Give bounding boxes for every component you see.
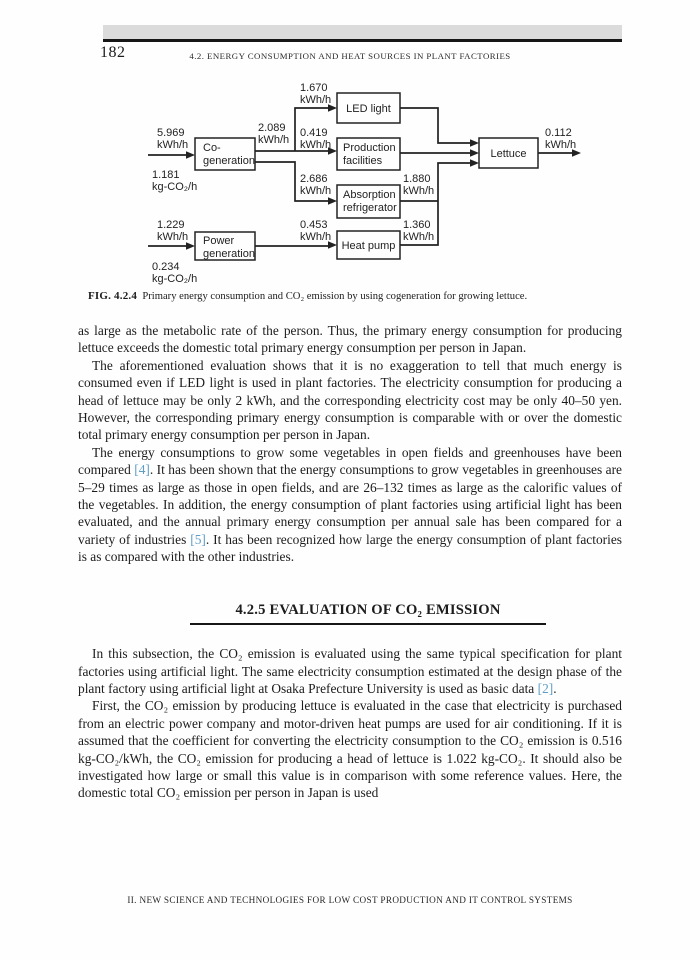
power-generation-label-line1: Power: [203, 235, 235, 247]
citation-link-5[interactable]: [5]: [190, 531, 206, 547]
production-input-value: 0.419: [300, 127, 328, 139]
heat-pump-label: Heat pump: [341, 240, 396, 252]
cogen-output-unit: kWh/h: [258, 134, 290, 146]
led-input-value: 1.670: [300, 82, 328, 94]
paragraph-3-text: . It has been recognized how large the energy consumption of plant factories is as compared with the other industries.: [78, 531, 622, 565]
absorption-input-value: 2.686: [300, 173, 328, 185]
absorption-output-value: 1.880: [403, 173, 431, 185]
paragraph-3-text: . It has been shown that the energy consumptions to grow vegetables in greenhouses are 5–29 times as large as those in open fields, and are 26–132 times as large as the calorific values of the vegetables. In addition, the energy consumption of plant factories using artificial light has been evaluated, and the annual primary energy consumption per annual sale has been compared for a variety of industries: [78, 462, 622, 547]
production-facilities-label-line1: Production: [343, 142, 396, 154]
flow-arrowheads: [186, 104, 581, 250]
production-facilities-label-line2: facilities: [343, 155, 383, 167]
figure-caption-text: Primary energy consumption and CO₂ emission by using cogeneration for growing lettuce.: [142, 291, 528, 302]
diagram-boxes: [195, 93, 538, 260]
energy-flow-diagram: [75, 70, 605, 300]
figure-caption-label: FIG. 4.2.4: [88, 290, 138, 302]
paragraph-4: [78, 645, 622, 697]
absorption-refrigerator-label-line1: Absorption: [343, 189, 396, 201]
lettuce-label: Lettuce: [490, 148, 527, 160]
citation-link-2[interactable]: [2]: [537, 680, 554, 696]
cogen-input-co2-value: 1.181: [152, 169, 180, 181]
header-rule-bar: [103, 25, 622, 42]
cogen-output-value: 2.089: [258, 122, 286, 134]
cogen-input-co2-unit: kg-CO₂/h: [152, 181, 198, 193]
absorption-output-unit: kWh/h: [403, 185, 435, 197]
cogeneration-label-line2: generation: [203, 155, 255, 167]
body-text: [78, 322, 622, 802]
heatpump-output-unit: kWh/h: [403, 231, 435, 243]
running-header: 4.2. ENERGY CONSUMPTION AND HEAT SOURCES IN PLANT FACTORIES: [189, 51, 511, 61]
figure-4-2-4: [75, 70, 605, 300]
absorption-refrigerator-label-line2: refrigerator: [343, 202, 397, 214]
power-input-co2-unit: kg-CO₂/h: [152, 273, 198, 285]
cogen-input-energy-unit: kWh/h: [157, 139, 189, 151]
paragraph-3: [78, 444, 622, 566]
heatpump-output-value: 1.360: [403, 219, 431, 231]
lettuce-output-value: 0.112: [545, 127, 572, 139]
paragraph-3-text: The energy consumptions to grow some vegetables in open fields and greenhouses have been compared: [78, 444, 622, 478]
led-input-unit: kWh/h: [300, 94, 332, 106]
figure-caption: [88, 290, 622, 302]
heatpump-input-value: 0.453: [300, 219, 328, 231]
paragraph-4-text: In this subsection, the CO₂ emission is evaluated using the same typical specification for plant factories using artificial light. The same electricity consumption estimated at the design phase of the plant factory using artificial light at Osaka Prefecture University is used as basic data: [78, 646, 622, 696]
heatpump-input-unit: kWh/h: [300, 231, 332, 243]
citation-link-4[interactable]: [4]: [134, 462, 150, 478]
production-input-unit: kWh/h: [300, 139, 332, 151]
power-input-energy-value: 1.229: [157, 219, 185, 231]
section-heading: 4.2.5 EVALUATION OF CO₂ EMISSION: [190, 602, 546, 625]
cogen-input-energy-value: 5.969: [157, 127, 185, 139]
paragraph-1: as large as the metabolic rate of the person. Thus, the primary energy consumption for producing lettuce exceeds the domestic total primary energy consumption per person in Japan.: [78, 323, 622, 356]
flow-lines: [148, 108, 577, 246]
led-light-label: LED light: [346, 103, 391, 115]
paragraph-4-text: .: [553, 680, 557, 696]
absorption-input-unit: kWh/h: [300, 185, 332, 197]
lettuce-output-unit: kWh/h: [545, 139, 577, 151]
running-footer: II. NEW SCIENCE AND TECHNOLOGIES FOR LOW COST PRODUCTION AND IT CONTROL SYSTEMS: [127, 895, 573, 905]
power-input-co2-value: 0.234: [152, 261, 180, 273]
paragraph-2: The aforementioned evaluation shows that it is no exaggeration to tell that much energy is consumed even if LED light is used in plant factories. The electricity consumption for producing a head of lettuce may be only 2 kWh, and the corresponding electricity cost may be only 40–50 yen. However, the corresponding primary energy consumption is comparable with or over the domestic total primary energy consumption per person in Japan.: [78, 357, 622, 443]
section-heading-wrap: [78, 602, 622, 625]
power-generation-label-line2: generation: [203, 248, 255, 260]
cogeneration-label-line1: Co-: [203, 142, 221, 154]
power-input-energy-unit: kWh/h: [157, 231, 189, 243]
page-number: 182: [100, 44, 126, 61]
paragraph-5: First, the CO₂ emission by producing lettuce is evaluated in the case that electricity is purchased from an electric power company and motor-driven heat pumps are used for air conditioning. If it is assumed that the coefficient for converting the electricity consumption to the CO₂ emission is 0.516 kg-CO₂/kWh, the CO₂ emission for producing a head of lettuce is 1.022 kg-CO₂. It should also be investigated how large or small this value is in comparison with some reference values. Here, the domestic total CO₂ emission per person in Japan is used: [78, 698, 622, 801]
